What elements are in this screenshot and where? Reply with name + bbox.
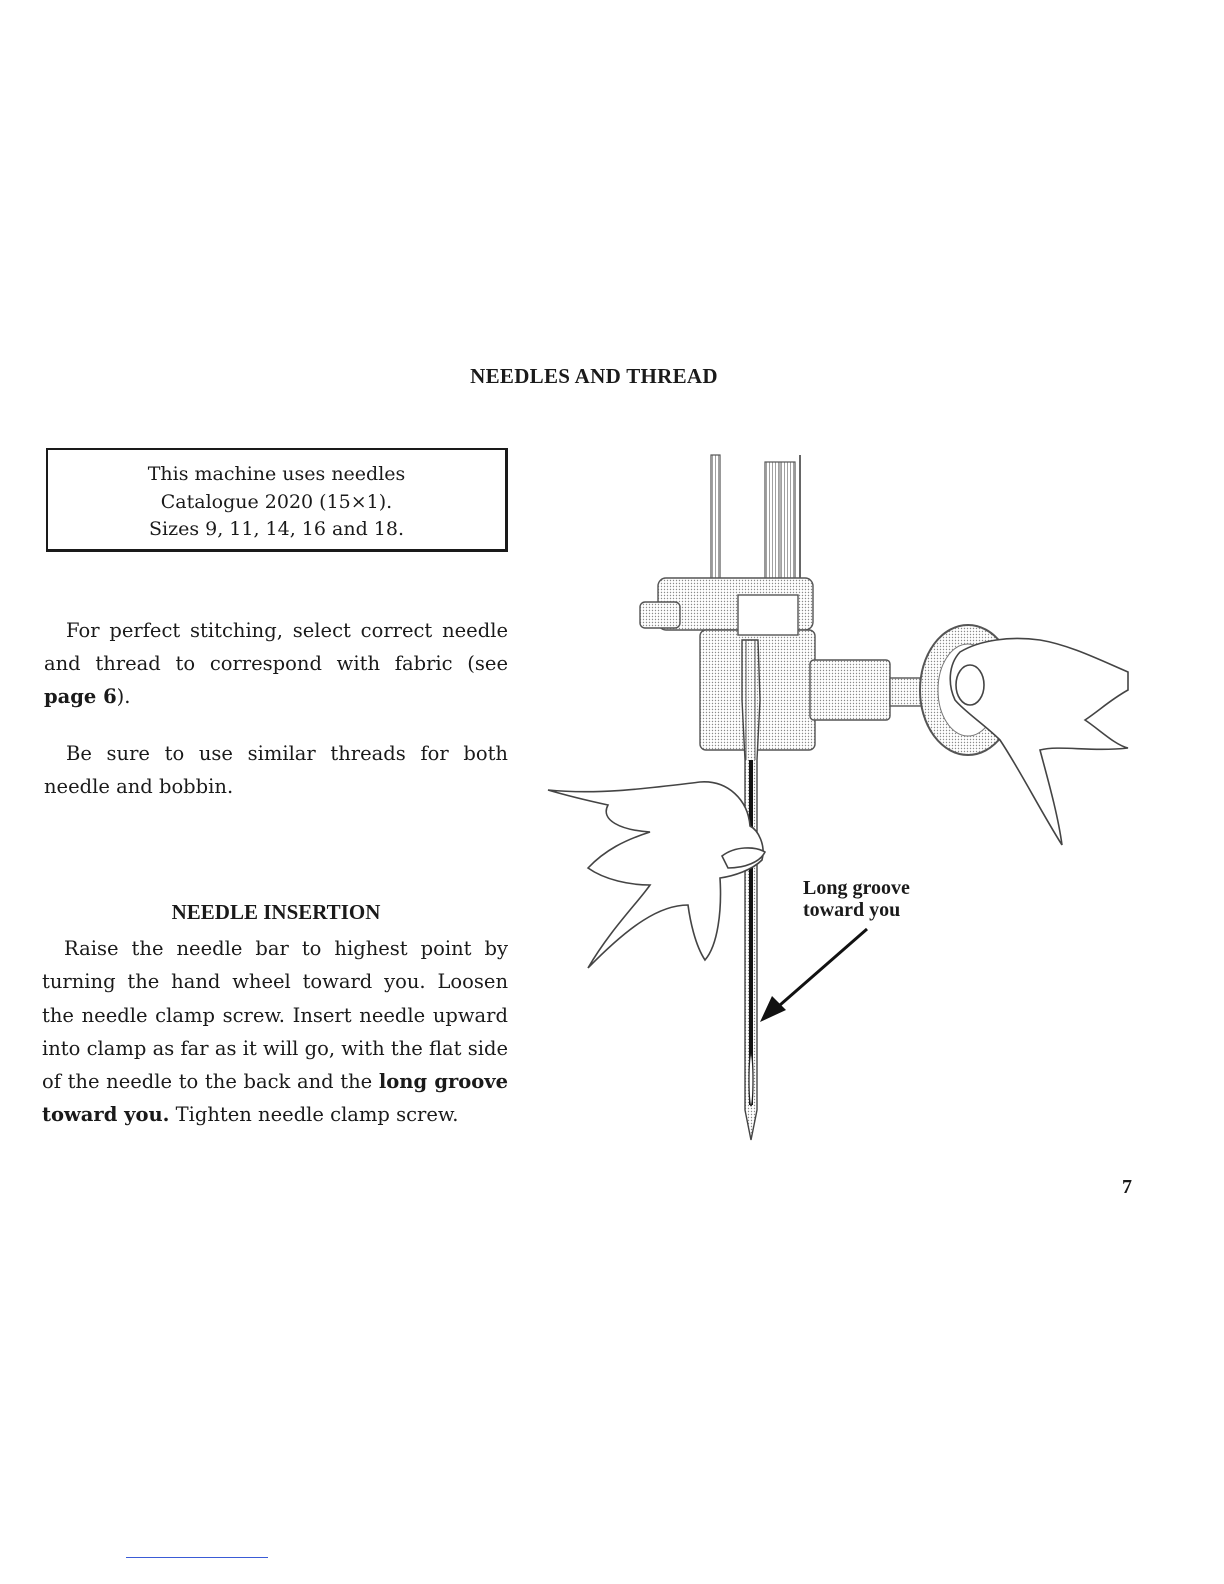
needle-clamp bbox=[640, 578, 930, 750]
needle-bar bbox=[711, 455, 800, 590]
left-hand bbox=[548, 782, 765, 968]
fabric-selection-paragraph bbox=[44, 614, 508, 713]
bottom-rule bbox=[126, 1557, 268, 1558]
page-title: NEEDLES AND THREAD bbox=[470, 364, 718, 388]
needle-info-line-1: This machine uses needles bbox=[147, 463, 406, 485]
fabric-selection-text: For perfect stitching, select correct needle and thread to correspond with fabric (see bbox=[44, 619, 508, 675]
insertion-text: Raise the needle bar to highest point by turning the hand wheel toward you. Loosen the needle clamp screw. Insert needle upward into clamp as far as it will go, with the flat side of the needle to the back and the bbox=[42, 937, 508, 1094]
insertion-bold-text: long groove toward you. bbox=[42, 1070, 508, 1127]
insertion-text-end: Tighten needle clamp screw. bbox=[169, 1103, 459, 1127]
callout-line-2: toward you bbox=[803, 899, 901, 921]
page-number: 7 bbox=[1122, 1176, 1132, 1198]
needle-info-line-3: Sizes 9, 11, 14, 16 and 18. bbox=[148, 518, 404, 540]
needle-insertion-illustration bbox=[540, 445, 1140, 1145]
callout-label bbox=[803, 877, 910, 921]
needle-info-box bbox=[46, 448, 508, 552]
needle bbox=[742, 640, 760, 1140]
fabric-selection-end: ). bbox=[116, 685, 131, 708]
thread-text: Be sure to use similar threads for both needle and bobbin. bbox=[44, 742, 508, 798]
needle-info-line-2: Catalogue 2020 (15×1). bbox=[160, 490, 393, 513]
thread-paragraph bbox=[44, 737, 508, 803]
page-reference-link: page 6 bbox=[44, 685, 117, 708]
callout-line-1: Long groove bbox=[803, 877, 910, 899]
callout-arrow bbox=[760, 929, 867, 1022]
needle-insertion-heading: NEEDLE INSERTION bbox=[171, 900, 381, 924]
needle-insertion-paragraph bbox=[42, 932, 508, 1132]
